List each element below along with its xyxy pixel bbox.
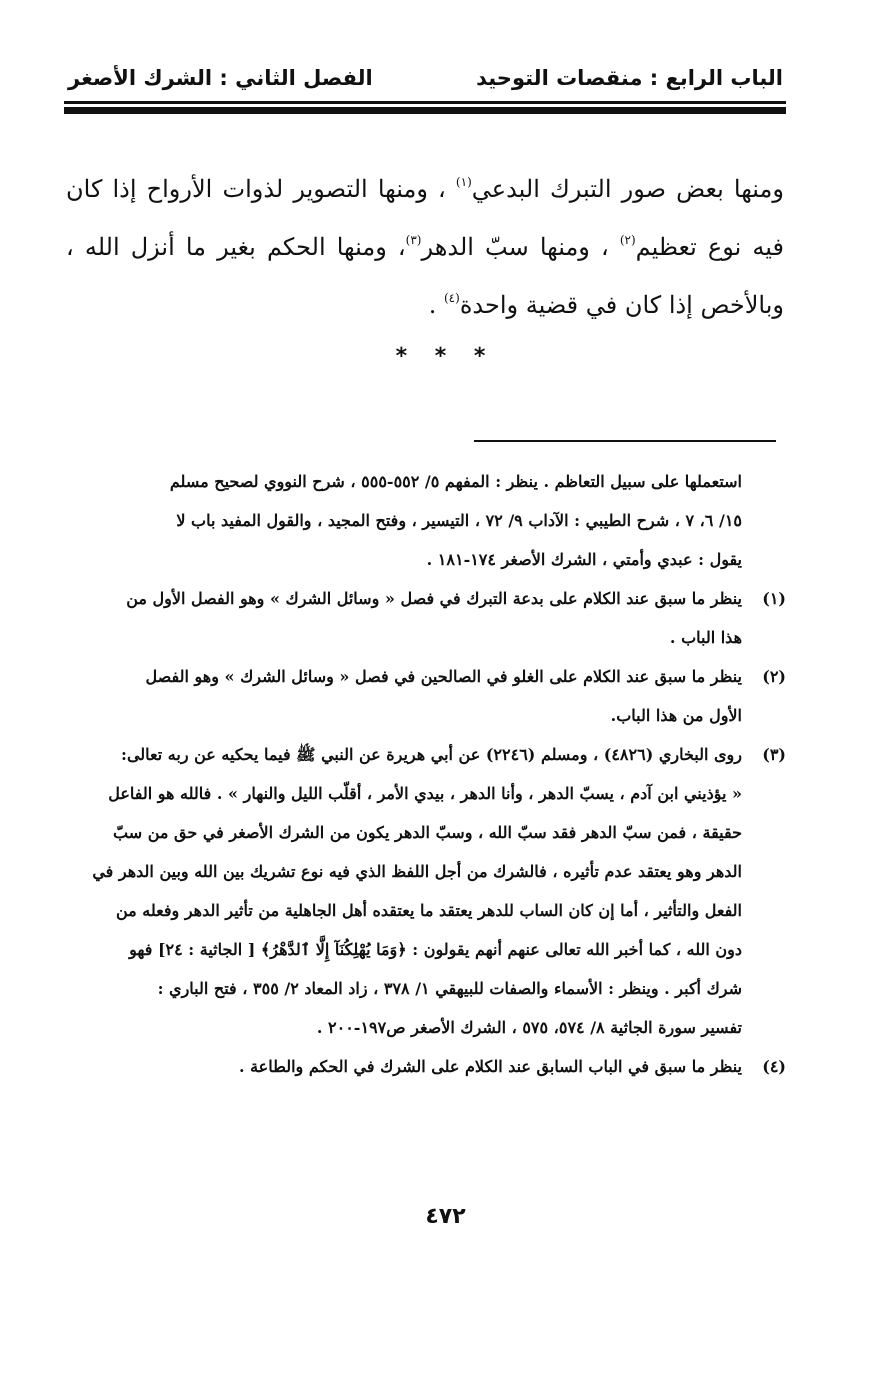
section-separator: * * * <box>395 344 496 369</box>
footnote-ref-4[interactable]: (٤) <box>443 291 460 305</box>
footnote-number: (١) <box>762 589 786 608</box>
footnote-ref-3[interactable]: (٣) <box>405 233 422 247</box>
footnote-ref-1[interactable]: (١) <box>455 175 472 189</box>
header-rule-thin <box>64 101 786 104</box>
footnote-ref-2[interactable]: (٢) <box>619 233 636 247</box>
footnote-number: (٢) <box>762 667 786 686</box>
body-paragraph: ومنها بعض صور التبرك البدعي$^{(١)}$ ، ومنها التصوير لذوات الأرواح إذا كان فيه نوع تعظيم$^{(٢)}$ ، ومنها سبّ الدهر$^{(٣)}$، ومنها الحكم بغير ما أنزل الله ، وبالأخص إذا كان في قضية واحدة$^{(٤)}$ . <box>66 175 784 319</box>
footnote-number: (٣) <box>762 745 786 764</box>
footnote-2: (٢) ينظر ما سبق عند الكلام على الغلو في الصالحين في فصل « وسائل الشرك » وهو الفصل الأول من هذا الباب. <box>64 657 786 735</box>
footnote-divider <box>474 440 776 442</box>
header-section-title: الفصل الثاني : الشرك الأصغر <box>68 66 373 90</box>
footnote-continuation: استعملها على سبيل التعاظم . ينظر : المفهم ٥/ ٥٥٢-٥٥٥ ، شرح النووي لصحيح مسلم ١٥/ ٦، ٧ ، شرح الطيبي : الآداب ٩/ ٧٢ ، التيسير ، وفتح المجيد ، والقول المفيد باب لا يقول : عبدي وأمتي ، الشرك الأصغر ١٧٤-١٨١ . <box>169 472 742 569</box>
footnote-1: (١) ينظر ما سبق عند الكلام على بدعة التبرك في فصل « وسائل الشرك » وهو الفصل الأول من هذا الباب . <box>64 579 786 657</box>
header-chapter-title: الباب الرابع : منقصات التوحيد <box>476 66 783 90</box>
running-header <box>68 60 783 96</box>
footnote-number: (٤) <box>762 1057 786 1076</box>
main-text <box>66 160 784 334</box>
footnotes <box>64 462 786 1086</box>
footnote-3: (٣) روى البخاري (٤٨٢٦) ، ومسلم (٢٢٤٦) عن أبي هريرة عن النبي ﷺ فيما يحكيه عن ربه تعالى: « يؤذيني ابن آدم ، يسبّ الدهر ، وأنا الدهر ، بيدي الأمر ، أقلّب الليل والنهار » . فالله هو الفاعل حقيقة ، فمن سبّ الدهر فقد سبّ الله ، وسبّ الدهر يكون من الشرك الأصغر في حق من سبّ الدهر وهو يعتقد عدم تأثيره ، فالشرك من أجل اللفظ الذي فيه نوع تشريك بين الله وبين الدهر في الفعل والتأثير ، أما إن كان الساب للدهر يعتقد ما يعتقده أهل الجاهلية من تأثير الدهر وفعله من دون الله ، كما أخبر الله تعالى عنهم أنهم يقولون : ﴿وَمَا يُهْلِكُنَآ إِلَّا ٱلدَّهْرُ﴾ [ الجاثية : ٢٤] فهو شرك أكبر . وينظر : الأسماء والصفات للبيهقي ١/ ٣٧٨ ، زاد المعاد ٢/ ٣٥٥ ، فتح الباري : تفسير سورة الجاثية ٨/ ٥٧٤، ٥٧٥ ، الشرك الأصغر ص١٩٧-٢٠٠ . <box>64 735 786 1047</box>
footnote-4: (٤) ينظر ما سبق في الباب السابق عند الكلام على الشرك في الحكم والطاعة . <box>64 1047 786 1086</box>
header-rule-thick <box>64 107 786 114</box>
page-number: ٤٧٢ <box>425 1204 466 1229</box>
